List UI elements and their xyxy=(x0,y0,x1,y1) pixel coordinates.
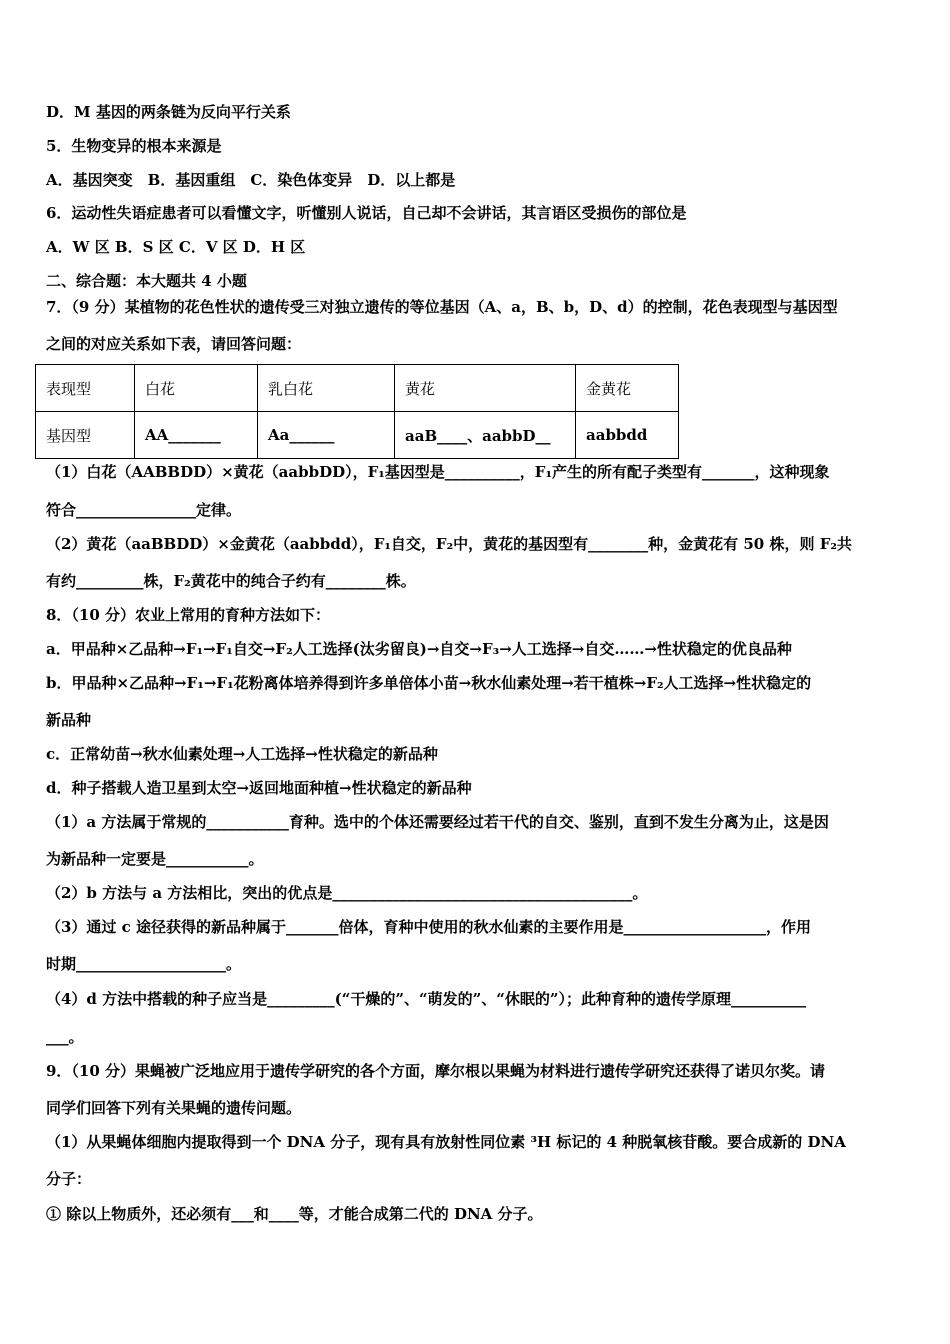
q8-method-d: d．种子搭载人造卫星到太空→返回地面种植→性状稳定的新品种 xyxy=(46,779,472,797)
q7-stem: 7．（9 分）某植物的花色性状的遗传受三对独立遗传的等位基因（A、a，B、b，D、d）的控制，花色表现型与基因型 xyxy=(46,298,838,316)
q9-part1-sub1: ① 除以上物质外，还必须有___和____等，才能合成第二代的 DNA 分子。 xyxy=(46,1205,543,1223)
q9-part1: （1）从果蝇体细胞内提取得到一个 DNA 分子，现有具有放射性同位素 ³H 标记的 4 种脱氧核苷酸。要合成新的 DNA xyxy=(46,1133,846,1151)
q6-stem: 6．运动性失语症患者可以看懂文字，听懂别人说话，自己却不会讲话，其言语区受损伤的部位是 xyxy=(46,204,687,222)
table-cell: aabbdd xyxy=(576,412,679,459)
table-cell: 乳白花 xyxy=(258,365,395,412)
q5-options: A．基因突变 B．基因重组 C．染色体变异 D．以上都是 xyxy=(46,171,456,189)
table-cell: 白花 xyxy=(135,365,258,412)
q7-part2-cont: 有约_________株，F₂黄花中的纯合子约有________株。 xyxy=(46,572,416,590)
table-row xyxy=(36,365,679,412)
q8-method-b-cont: 新品种 xyxy=(46,711,92,729)
q8-part1-cont: 为新品种一定要是___________。 xyxy=(46,850,264,868)
q6-options: A．W 区 B．S 区 C．V 区 D．H 区 xyxy=(46,238,306,256)
q8-method-a: a．甲品种×乙品种→F₁→F₁自交→F₂人工选择(汰劣留良)→自交→F₃→人工选择→自交……→性状稳定的优良品种 xyxy=(46,640,792,658)
q4-option-d: D．M 基因的两条链为反向平行关系 xyxy=(46,103,291,121)
q5-stem: 5．生物变异的根本来源是 xyxy=(46,137,222,155)
table-cell: aaB____、aabbD__ xyxy=(395,412,576,459)
section-heading: 二、综合题：本大题共 4 小题 xyxy=(46,272,247,290)
phenotype-genotype-table xyxy=(35,364,679,459)
q8-method-c: c．正常幼苗→秋水仙素处理→人工选择→性状稳定的新品种 xyxy=(46,745,438,763)
q8-part4-cont: ___。 xyxy=(46,1028,84,1046)
table-cell: 表现型 xyxy=(36,365,135,412)
table-cell: 黄花 xyxy=(395,365,576,412)
q8-part3: （3）通过 c 途径获得的新品种属于_______倍体，育种中使用的秋水仙素的主要作用是___________________，作用 xyxy=(46,918,812,936)
q7-part1-cont: 符合________________定律。 xyxy=(46,501,242,519)
table-row xyxy=(36,412,679,459)
q9-stem: 9．（10 分）果蝇被广泛地应用于遗传学研究的各个方面，摩尔根以果蝇为材料进行遗传学研究还获得了诺贝尔奖。请 xyxy=(46,1062,826,1080)
q7-part2: （2）黄花（aaBBDD）×金黄花（aabbdd），F₁自交，F₂中，黄花的基因型有________种，金黄花有 50 株，则 F₂共 xyxy=(46,535,852,553)
table-cell: 金黄花 xyxy=(576,365,679,412)
q7-stem-cont: 之间的对应关系如下表，请回答问题： xyxy=(46,335,302,353)
table-cell: 基因型 xyxy=(36,412,135,459)
q8-part2: （2）b 方法与 a 方法相比，突出的优点是________________________________________。 xyxy=(46,884,648,902)
q7-part1: （1）白花（AABBDD）×黄花（aabbDD），F₁基因型是__________，F₁产生的所有配子类型有_______，这种现象 xyxy=(46,463,830,481)
q9-part1-cont: 分子： xyxy=(46,1170,92,1188)
table-cell: Aa______ xyxy=(258,412,395,459)
q8-stem: 8．（10 分）农业上常用的育种方法如下： xyxy=(46,606,331,624)
q8-part3-cont: 时期____________________。 xyxy=(46,955,242,973)
q8-method-b: b．甲品种×乙品种→F₁→F₁花粉离体培养得到许多单倍体小苗→秋水仙素处理→若干植株→F₂人工选择→性状稳定的 xyxy=(46,674,812,692)
q9-stem-cont: 同学们回答下列有关果蝇的遗传问题。 xyxy=(46,1099,302,1117)
table-cell: AA_______ xyxy=(135,412,258,459)
q8-part4: （4）d 方法中搭载的种子应当是_________(“干燥的”、“萌发的”、“休眠的”）；此种育种的遗传学原理__________ xyxy=(46,990,807,1008)
q8-part1: （1）a 方法属于常规的___________育种。选中的个体还需要经过若干代的自交、鉴别，直到不发生分离为止，这是因 xyxy=(46,813,829,831)
